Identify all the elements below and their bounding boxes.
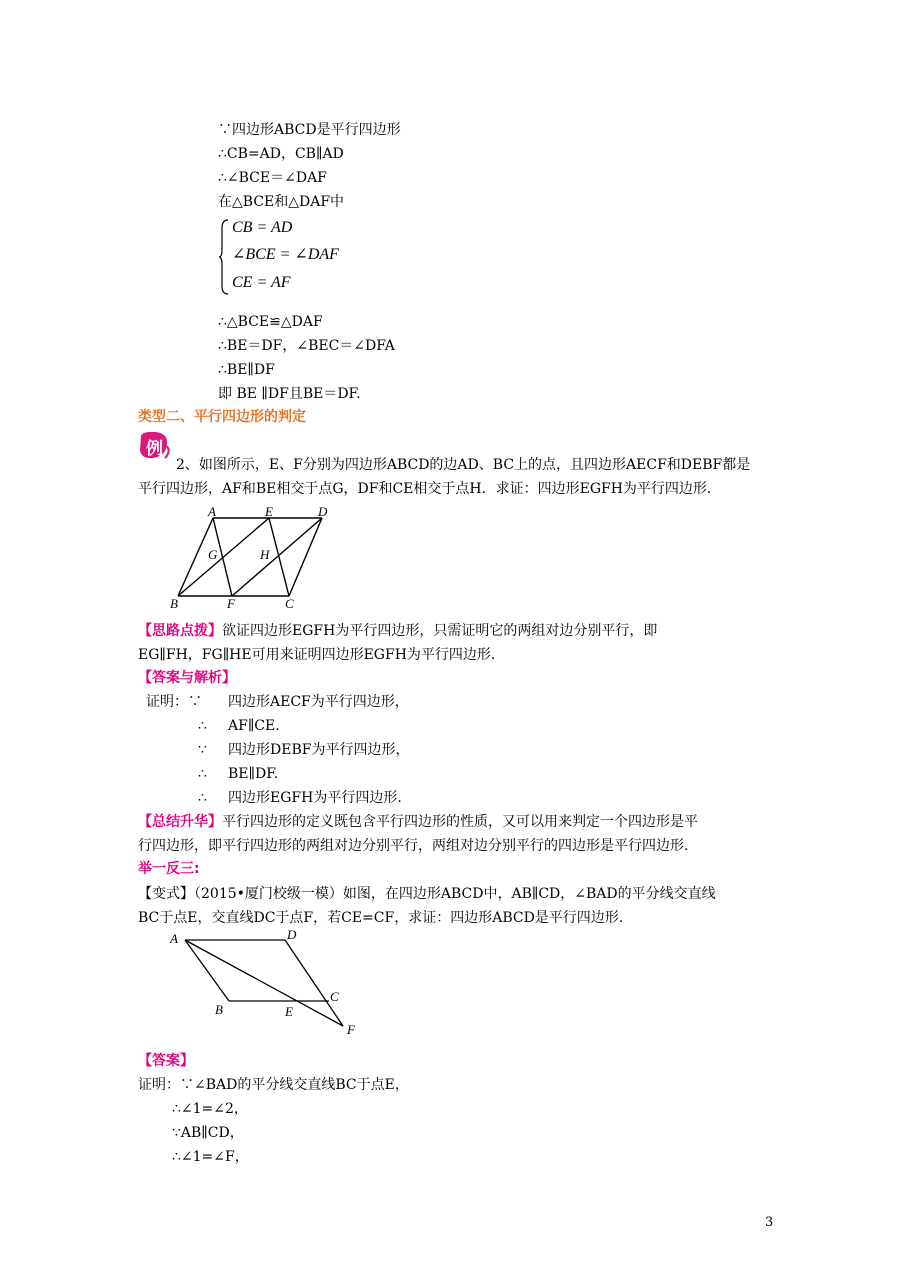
summary-line [138,812,698,832]
label-A: A [208,505,216,519]
proof-line: ∴CB=AD，CB∥AD [218,146,344,162]
proof-line: 四边形AECF为平行四边形， [228,694,409,710]
summary-tag: 【总结升华】 [138,814,222,830]
label-D: D [318,505,328,519]
left-brace [218,218,230,296]
label-G: G [208,547,218,562]
proof-line: 证明：∵∠BAD的平分线交直线BC于点E， [138,1077,409,1093]
equation-line: CB = AD [232,219,293,236]
proof-marker: ∴ [198,790,207,806]
answer2-tag: 【答案】 [138,1053,194,1069]
label-C: C [330,989,339,1004]
label-E: E [285,1004,293,1019]
proof-line: ∴BE＝DF，∠BEC＝∠DFA [218,338,395,354]
hint-text: 欲证四边形EGFH为平行四边形，只需证明它的两组对边分别平行，即 [222,623,658,639]
hint-text: EG∥FH，FG∥HE可用来证明四边形EGFH为平行四边形. [138,647,496,663]
problem-text: 2、如图所示，E、F分别为四边形ABCD的边AD、BC上的点，且四边形AECF和DEBF都是 [176,457,751,473]
label-H: H [260,547,270,562]
hint-line [138,621,657,641]
proof-line: 即 BE ∥DF且BE＝DF. [218,386,361,402]
practice-title: 举一反三: [138,861,200,877]
equation-line: CE = AF [232,274,291,291]
figure-quadrilateral-abcd [165,926,365,1042]
section-title: 类型二、平行四边形的判定 [138,409,306,425]
label-B: B [170,596,178,611]
problem-text: 平行四边形，AF和BE相交于点G，DF和CE相交于点H．求证：四边形EGFH为平行四边形． [138,481,721,497]
proof-line: 四边形EGFH为平行四边形. [228,790,402,806]
label-D: D [287,927,297,942]
label-F: F [227,596,235,611]
figure-parallelogram-egfh [165,505,345,611]
proof-line: 四边形DEBF为平行四边形， [228,742,410,758]
hint-tag: 【思路点拨】 [138,623,222,639]
proof-line: ∴△BCE≌△DAF [218,314,323,330]
answer-tag: 【答案与解析】 [138,670,236,686]
proof-line: AF∥CE. [228,718,280,734]
summary-text: 平行四边形的定义既包含平行四边形的性质，又可以用来判定一个四边形是平 [222,814,698,830]
label-C: C [285,596,294,611]
label-B: B [215,1002,223,1017]
proof-line: ∵四边形ABCD是平行四边形 [218,122,401,138]
proof-line: BE∥DF. [228,766,279,782]
label-A: A [170,931,178,946]
proof-marker: ∴ [198,766,207,782]
proof-line: ∴∠1=∠2， [172,1101,248,1117]
proof-marker: ∵ [198,742,207,758]
proof-line: ∴BE∥DF [218,362,275,378]
variant-text: 【变式】（2015•厦门校级一模）如图，在四边形ABCD中，AB∥CD，∠BAD的平分线交直线 [138,886,716,902]
proof-marker: 证明：∵ [146,694,202,710]
proof-line: 在△BCE和△DAF中 [218,194,345,210]
equation-line: ∠BCE = ∠DAF [232,246,339,263]
proof-line: ∵AB∥CD， [172,1125,244,1141]
proof-line: ∴∠1=∠F， [172,1149,249,1165]
proof-marker: ∴ [198,718,207,734]
summary-text: 行四边形，即平行四边形的两组对边分别平行，两组对边分别平行的四边形是平行四边形. [138,838,689,854]
variant-text: BC于点E，交直线DC于点F，若CE=CF，求证：四边形ABCD是平行四边形. [138,910,624,926]
label-E: E [265,505,273,519]
proof-line: ∴∠BCE＝∠DAF [218,170,327,186]
label-F: F [347,1022,355,1037]
example-badge-text: 例 [146,439,163,459]
page-number: 3 [765,1215,774,1230]
example-badge [137,430,173,462]
